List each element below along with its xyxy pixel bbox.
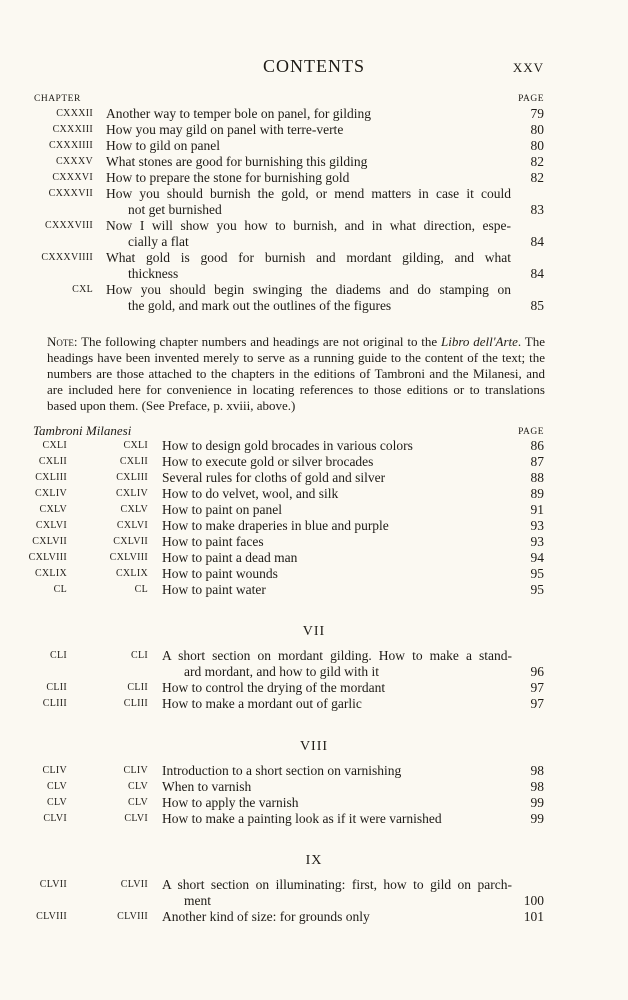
chapter-title xyxy=(106,170,511,186)
page-reference: 96 xyxy=(530,664,544,679)
chapter-title-line: How to execute gold or silver brocades xyxy=(162,454,374,469)
chapter-title-line: A short section on mordant gilding. How to make a stand- xyxy=(162,648,512,663)
milanesi-chapter-number: CLII xyxy=(127,682,148,693)
tambroni-chapter-number: CLV xyxy=(47,781,67,792)
chapter-title-line: Another way to temper bole on panel, for gilding xyxy=(106,106,372,121)
page-reference: 88 xyxy=(530,470,544,485)
tambroni-chapter-number: CXLVI xyxy=(35,520,67,531)
tambroni-chapter-number: CLVIII xyxy=(36,911,67,922)
page-reference: 99 xyxy=(530,795,544,810)
page-reference: 97 xyxy=(530,696,544,711)
page-reference: 95 xyxy=(530,582,544,597)
milanesi-chapter-number: CLIII xyxy=(123,698,148,709)
chapter-title xyxy=(106,218,511,250)
chapter-title xyxy=(162,811,512,827)
page-reference: 84 xyxy=(530,234,544,249)
chapter-title xyxy=(162,550,512,566)
chapter-title-line: How to paint wounds xyxy=(162,566,278,581)
chapter-title-line: How to paint faces xyxy=(162,534,264,549)
chapter-title xyxy=(162,502,512,518)
tambroni-chapter-number: CXLI xyxy=(42,440,67,451)
chapter-title xyxy=(162,648,512,680)
chapter-title xyxy=(106,106,511,122)
chapter-title-line: How to paint on panel xyxy=(162,502,282,517)
milanesi-chapter-number: CXLVII xyxy=(113,536,148,547)
page-reference: 91 xyxy=(530,502,544,517)
milanesi-chapter-number: CXLII xyxy=(119,456,148,467)
page-reference: 85 xyxy=(530,298,544,313)
chapter-title-line: How to make a painting look as if it were varnished xyxy=(162,811,442,826)
chapter-title-line: How to design gold brocades in various colors xyxy=(162,438,413,453)
page-reference: 94 xyxy=(530,550,544,565)
page-reference: 101 xyxy=(523,909,544,924)
tambroni-chapter-number: CXLIX xyxy=(34,568,67,579)
chapter-title-line: Introduction to a short section on varnishing xyxy=(162,763,402,778)
section-heading-vii: VII xyxy=(302,624,326,639)
milanesi-chapter-number: CLVI xyxy=(124,813,148,824)
chapter-title-line: What gold is good for burnish and mordant gilding, and what xyxy=(106,250,511,265)
chapter-title xyxy=(162,877,512,909)
tambroni-chapter-number: CLVI xyxy=(43,813,67,824)
chapter-title xyxy=(162,470,512,486)
page-reference: 87 xyxy=(530,454,544,469)
milanesi-chapter-number: CXLV xyxy=(120,504,148,515)
chapter-title xyxy=(162,582,512,598)
milanesi-chapter-number: CXLIV xyxy=(115,488,148,499)
milanesi-chapter-number: CLI xyxy=(130,650,148,661)
chapter-title xyxy=(162,795,512,811)
tambroni-chapter-number: CLVII xyxy=(39,879,67,890)
chapter-title-line: What stones are good for burnishing this gilding xyxy=(106,154,368,169)
tambroni-chapter-number: CLIV xyxy=(42,765,67,776)
milanesi-chapter-number: CXLVI xyxy=(116,520,148,531)
page-reference: 80 xyxy=(530,122,544,137)
chapter-title xyxy=(162,438,512,454)
note-label: Note: xyxy=(47,334,78,349)
page-reference: 82 xyxy=(530,154,544,169)
milanesi-chapter-number: CXLIII xyxy=(116,472,148,483)
tambroni-chapter-number: CXLIII xyxy=(35,472,67,483)
chapter-title-line: How to make a mordant out of garlic xyxy=(162,696,362,711)
section-heading-viii: VIII xyxy=(299,739,329,754)
chapter-title xyxy=(106,122,511,138)
chapter-title-line: How to paint water xyxy=(162,582,266,597)
chapter-number: CXXXIII xyxy=(52,124,93,135)
editorial-note xyxy=(47,334,545,414)
chapter-column-heading: CHAPTER xyxy=(34,94,81,104)
page-reference: 83 xyxy=(530,202,544,217)
tambroni-chapter-number: CXLV xyxy=(39,504,67,515)
milanesi-chapter-number: CL xyxy=(134,584,148,595)
chapter-title-line: How you should begin swinging the diadems and do stamping on xyxy=(106,282,511,297)
chapter-title xyxy=(106,250,511,282)
chapter-title-line: Another kind of size: for grounds only xyxy=(162,909,370,924)
chapter-title xyxy=(162,680,512,696)
page-reference: 89 xyxy=(530,486,544,501)
chapter-title-line: How to paint a dead man xyxy=(162,550,298,565)
chapter-title-line: How you may gild on panel with terre-verte xyxy=(106,122,344,137)
chapter-title-line: How you should burnish the gold, or mend matters in case it could xyxy=(106,186,511,201)
page-column-heading: PAGE xyxy=(518,94,544,104)
chapter-number: CXXXII xyxy=(56,108,93,119)
section-heading-ix: IX xyxy=(305,853,323,868)
chapter-title-line: not get burnished xyxy=(128,202,222,217)
chapter-title-line: ment xyxy=(184,893,211,908)
tambroni-chapter-number: CXLVIII xyxy=(28,552,67,563)
chapter-title xyxy=(162,763,512,779)
chapter-title-line: How to make draperies in blue and purple xyxy=(162,518,389,533)
tambroni-chapter-number: CLI xyxy=(49,650,67,661)
chapter-title xyxy=(162,909,512,925)
tambroni-chapter-number: CXLVII xyxy=(32,536,67,547)
page-reference: 99 xyxy=(530,811,544,826)
chapter-title xyxy=(162,454,512,470)
chapter-title-line: ard mordant, and how to gild with it xyxy=(184,664,379,679)
milanesi-chapter-number: CXLVIII xyxy=(109,552,148,563)
chapter-number: CXL xyxy=(72,284,93,295)
chapter-title xyxy=(106,186,511,218)
chapter-title-line: How to do velvet, wool, and silk xyxy=(162,486,339,501)
page-reference: 80 xyxy=(530,138,544,153)
chapter-title-line: How to gild on panel xyxy=(106,138,220,153)
chapter-number: CXXXVIII xyxy=(45,220,93,231)
page-reference: 100 xyxy=(523,893,544,908)
page-column-heading-2: PAGE xyxy=(518,427,544,437)
chapter-title-line: How to control the drying of the mordant xyxy=(162,680,386,695)
page-reference: 93 xyxy=(530,518,544,533)
chapter-number: CXXXVII xyxy=(48,188,93,199)
chapter-title-line: the gold, and mark out the outlines of the figures xyxy=(128,298,392,313)
note-italic-title: Libro dell'Arte xyxy=(441,334,518,349)
chapter-title xyxy=(106,154,511,170)
chapter-title-line: Now I will show you how to burnish, and in what direction, espe- xyxy=(106,218,511,233)
tambroni-chapter-number: CXLII xyxy=(38,456,67,467)
chapter-number: CXXXVI xyxy=(52,172,93,183)
page-reference: 98 xyxy=(530,763,544,778)
chapter-title-line: thickness xyxy=(128,266,179,281)
milanesi-chapter-number: CLV xyxy=(128,781,148,792)
page-reference: 98 xyxy=(530,779,544,794)
page-title: CONTENTS xyxy=(263,56,365,76)
tambroni-chapter-number: CLII xyxy=(46,682,67,693)
note-text-2: . The headings have been invented merely to serve as a running guide to the content of the text; the numbers are those attached to the chapters in the editions of Tambroni and the Milanesi, and are included here for convenience in locating references to those editions or to translations based upon them. (See Preface, p. xviii, above.) xyxy=(47,334,545,413)
chapter-number: CXXXVIIII xyxy=(41,252,93,263)
page-reference: 86 xyxy=(530,438,544,453)
chapter-title xyxy=(106,138,511,154)
tambroni-chapter-number: CXLIV xyxy=(34,488,67,499)
chapter-title xyxy=(162,534,512,550)
chapter-title xyxy=(162,779,512,795)
chapter-title-line: cially a flat xyxy=(128,234,189,249)
milanesi-chapter-number: CLV xyxy=(128,797,148,808)
chapter-title-line: A short section on illuminating: first, how to gild on parch- xyxy=(162,877,512,892)
tambroni-chapter-number: CL xyxy=(53,584,67,595)
page-number: XXV xyxy=(512,60,544,75)
milanesi-chapter-number: CXLIX xyxy=(115,568,148,579)
tambroni-chapter-number: CLV xyxy=(47,797,67,808)
milanesi-chapter-number: CLVII xyxy=(120,879,148,890)
chapter-title-line: Several rules for cloths of gold and silver xyxy=(162,470,386,485)
chapter-title-line: How to prepare the stone for burnishing gold xyxy=(106,170,350,185)
chapter-number: CXXXIIII xyxy=(48,140,93,151)
chapter-title xyxy=(162,566,512,582)
page-reference: 82 xyxy=(530,170,544,185)
tambroni-milanesi-heading: Tambroni Milanesi xyxy=(33,423,132,438)
note-text-1: The following chapter numbers and headings are not original to the xyxy=(77,334,441,349)
chapter-title xyxy=(162,486,512,502)
page-reference: 84 xyxy=(530,266,544,281)
chapter-title xyxy=(106,282,511,314)
chapter-title-line: How to apply the varnish xyxy=(162,795,299,810)
chapter-title xyxy=(162,696,512,712)
page-reference: 95 xyxy=(530,566,544,581)
page-reference: 93 xyxy=(530,534,544,549)
chapter-number: CXXXV xyxy=(55,156,93,167)
milanesi-chapter-number: CXLI xyxy=(123,440,148,451)
chapter-title xyxy=(162,518,512,534)
tambroni-chapter-number: CLIII xyxy=(42,698,67,709)
chapter-title-line: When to varnish xyxy=(162,779,252,794)
milanesi-chapter-number: CLVIII xyxy=(117,911,148,922)
page-reference: 97 xyxy=(530,680,544,695)
milanesi-chapter-number: CLIV xyxy=(123,765,148,776)
page-reference: 79 xyxy=(530,106,544,121)
